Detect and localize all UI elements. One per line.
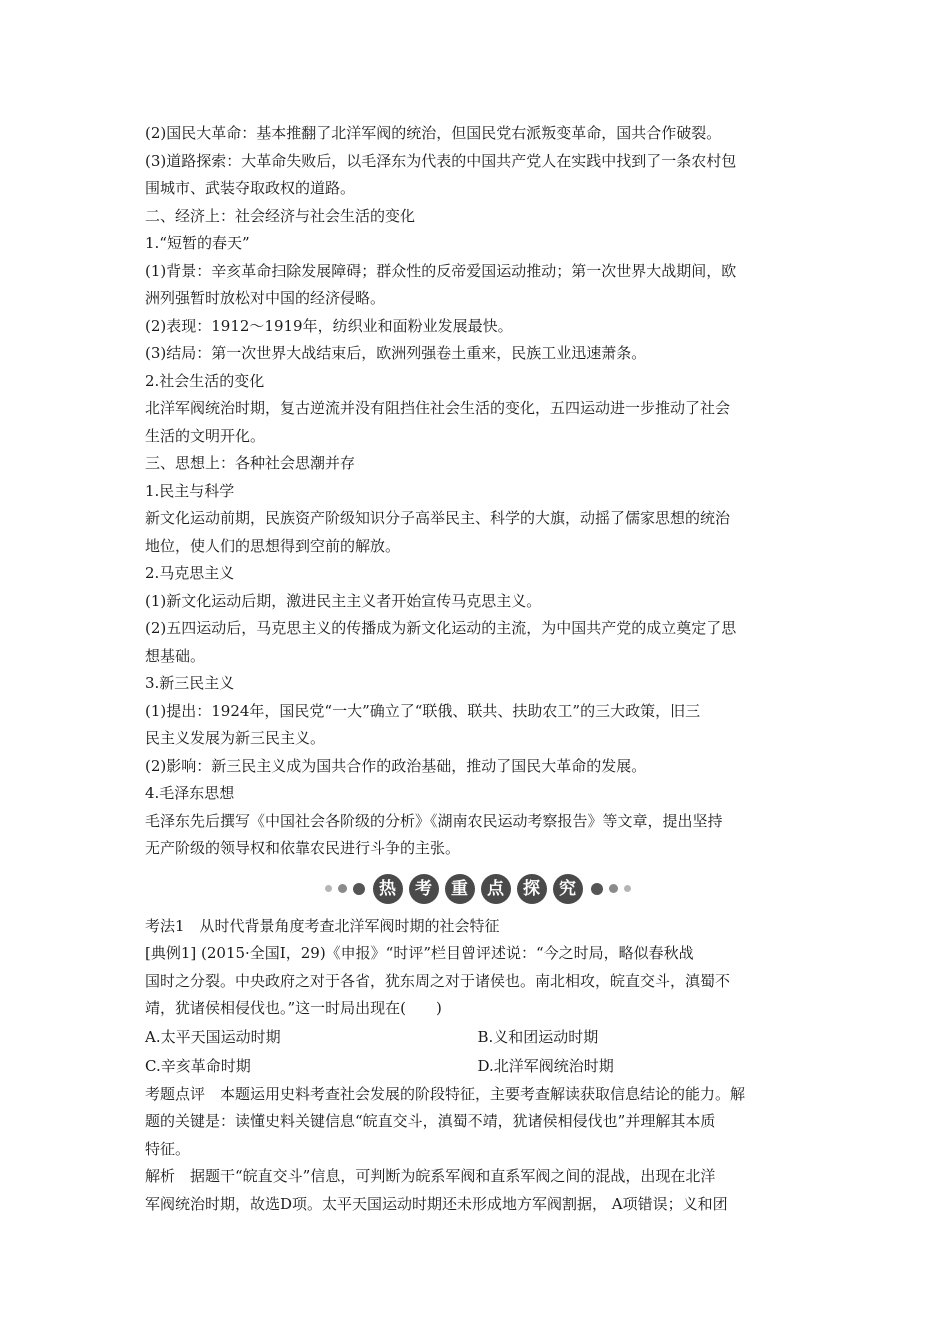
dot-icon (325, 885, 332, 892)
option-b: B.义和团运动时期 (477, 1027, 599, 1046)
banner-char: 热 (373, 874, 403, 904)
text-line: 洲列强暂时放松对中国的经济侵略。 (145, 289, 386, 307)
text-line: 无产阶级的领导权和依靠农民进行斗争的主张。 (145, 839, 461, 857)
text-line: (2)表现：1912～1919年，纺织业和面粉业发展最快。 (145, 316, 513, 335)
text-line: 2.马克思主义 (145, 564, 235, 582)
option-c: C.辛亥革命时期 (145, 1056, 251, 1075)
text-line: (2)影响：新三民主义成为国共合作的政治基础，推动了国民大革命的发展。 (145, 756, 647, 775)
example-question (145, 913, 810, 1023)
text-line: 生活的文明开化。 (145, 426, 266, 445)
text-line: 4.毛泽东思想 (145, 784, 235, 802)
banner-char: 探 (517, 874, 547, 904)
text-line: 地位，使人们的思想得到空前的解放。 (145, 536, 401, 555)
dot-icon (624, 885, 631, 892)
banner-char: 重 (445, 874, 475, 904)
text-line: (3)结局：第一次世界大战结束后，欧洲列强卷土重来，民族工业迅速萧条。 (145, 344, 647, 362)
banner-dots-right (591, 883, 631, 895)
section-banner (145, 869, 810, 909)
analysis-section (145, 1081, 810, 1219)
dot-icon (591, 883, 603, 895)
dot-icon (609, 884, 618, 893)
option-d: D.北洋军阀统治时期 (477, 1056, 614, 1075)
text-line: 3.新三民主义 (145, 674, 235, 692)
text-line: 1.“短暂的春天” (145, 234, 250, 252)
text-line: 二、经济上：社会经济与社会生活的变化 (145, 206, 416, 225)
document-page (145, 120, 810, 1218)
text-line: 考法1 从时代背景角度考查北洋军阀时期的社会特征 (145, 916, 500, 935)
text-line: 民主义发展为新三民主义。 (145, 729, 326, 747)
text-line: 题的关键是：读懂史料关键信息“皖直交斗，滇蜀不靖，犹诸侯相侵伐也”并理解其本质 (145, 1112, 716, 1130)
text-line: 围城市、武装夺取政权的道路。 (145, 179, 356, 197)
dot-icon (353, 883, 365, 895)
text-line: 1.民主与科学 (145, 481, 235, 500)
text-line: [典例1] (2015·全国Ⅰ，29)《申报》“时评”栏目曾评述说：“今之时局，略似春秋战 (145, 944, 694, 962)
text-line: 靖，犹诸侯相侵伐也。”这一时局出现在( ) (145, 999, 442, 1017)
text-line: (2)国民大革命：基本推翻了北洋军阀的统治，但国民党右派叛变革命，国共合作破裂。 (145, 124, 722, 142)
banner-dots-left (325, 883, 365, 895)
text-line: 三、思想上：各种社会思潮并存 (145, 454, 356, 472)
banner-title (373, 874, 583, 904)
text-line: (1)提出：1924年，国民党“一大”确立了“联俄、联共、扶助农工”的三大政策，旧三 (145, 701, 701, 720)
text-line: 北洋军阀统治时期，复古逆流并没有阻挡住社会生活的变化，五四运动进一步推动了社会 (145, 399, 731, 417)
text-line: 2.社会生活的变化 (145, 371, 265, 390)
text-line: (3)道路探索：大革命失败后，以毛泽东为代表的中国共产党人在实践中找到了一条农村包 (145, 151, 737, 170)
banner-char: 考 (409, 874, 439, 904)
banner-char: 究 (553, 874, 583, 904)
answer-options-row-1 (145, 1023, 810, 1052)
text-line: 特征。 (145, 1139, 191, 1158)
text-line: 毛泽东先后撰写《中国社会各阶级的分析》《湖南农民运动考察报告》等文章，提出坚持 (145, 811, 723, 830)
banner-char: 点 (481, 874, 511, 904)
text-line: 新文化运动前期，民族资产阶级知识分子高举民主、科学的大旗，动摇了儒家思想的统治 (145, 509, 731, 527)
text-line: 军阀统治时期，故选D项。太平天国运动时期还未形成地方军阀割据， A项错误；义和团 (145, 1194, 728, 1213)
dot-icon (338, 884, 347, 893)
knowledge-section (145, 120, 810, 863)
text-line: 考题点评 本题运用史料考查社会发展的阶段特征，主要考查解读获取信息结论的能力。解 (145, 1084, 746, 1103)
text-line: 解析 据题干“皖直交斗”信息，可判断为皖系军阀和直系军阀之间的混战，出现在北洋 (145, 1167, 716, 1185)
text-line: (2)五四运动后，马克思主义的传播成为新文化运动的主流，为中国共产党的成立奠定了思 (145, 619, 737, 637)
text-line: (1)背景：辛亥革命扫除发展障碍；群众性的反帝爱国运动推动；第一次世界大战期间，欧 (145, 261, 737, 280)
text-line: 国时之分裂。中央政府之对于各省，犹东周之对于诸侯也。南北相攻，皖直交斗，滇蜀不 (145, 971, 731, 990)
option-a: A.太平天国运动时期 (145, 1027, 281, 1046)
text-line: (1)新文化运动后期，激进民主主义者开始宣传马克思主义。 (145, 591, 542, 610)
answer-options-row-2 (145, 1052, 810, 1081)
text-line: 想基础。 (145, 646, 206, 665)
